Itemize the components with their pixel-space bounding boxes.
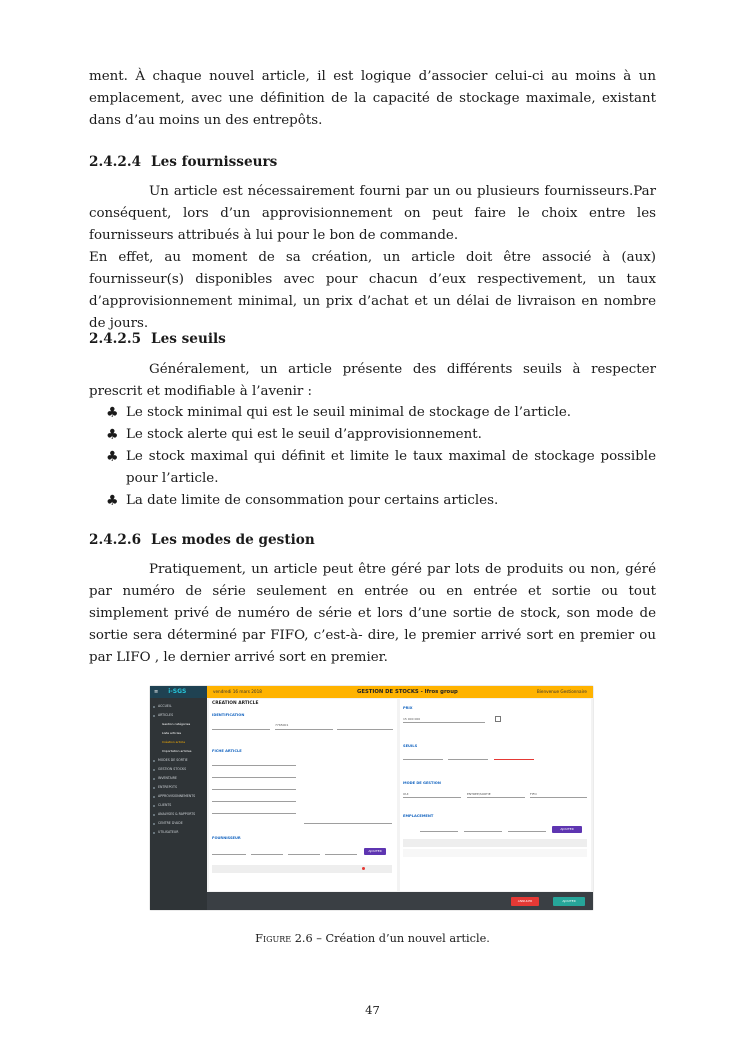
- sidebar-subitem[interactable]: Importation articles: [162, 749, 192, 753]
- section-fiche-article: FICHE ARTICLE: [212, 749, 242, 753]
- threshold-list: [89, 402, 656, 512]
- section-emplacement: EMPLACEMENT: [403, 814, 434, 818]
- paragraph: En effet, au moment de sa création, un article doit être associé à (aux) fournisseur(s) disponibles avec pour chacun d’eux respectivement, un taux d’approvisionnement minimal, un prix d’achat et un délai de livraison en nombre de jours.: [89, 250, 656, 331]
- section-number: 2.4.2.5: [89, 331, 142, 347]
- list-item: ♣ La date limite de consommation pour certains articles.: [89, 490, 656, 512]
- sidebar-item[interactable]: INVENTAIRE: [150, 774, 207, 783]
- section-number: 2.4.2.4: [89, 154, 142, 170]
- sidebar-item[interactable]: MODES DE SORTIE: [150, 756, 207, 765]
- section-title: Les fournisseurs: [151, 154, 278, 170]
- sidebar-item[interactable]: CLIENTS: [150, 801, 207, 810]
- figure-caption: [0, 932, 745, 945]
- form-panel-right: [400, 699, 591, 891]
- mode-sortie[interactable]: FIFO: [530, 792, 537, 796]
- sidebar-item[interactable]: GESTION STOCKS: [150, 765, 207, 774]
- header-user[interactable]: Bienvenue Gestionnaire: [536, 689, 587, 694]
- app-logo-bar: ≡ i-SGS: [150, 686, 207, 698]
- form-panel-left: [209, 699, 397, 891]
- paragraph: Généralement, un article présente des différents seuils à respecter prescrit et modifiable à l’avenir :: [89, 362, 656, 399]
- section-prix: PRIX: [403, 706, 413, 710]
- sidebar-subitem[interactable]: Gestion catégories: [162, 722, 191, 726]
- list-item: ♣ Le stock maximal qui définit et limite le taux maximal de stockage possible pour l’article.: [89, 446, 656, 490]
- page-number: 47: [365, 1003, 380, 1017]
- mode-serie[interactable]: ENTREE/SORTIE: [467, 792, 491, 796]
- section-heading-modes: [89, 529, 315, 551]
- list-item: ♣ Le stock minimal qui est le seuil minimal de stockage de l’article.: [89, 402, 656, 424]
- app-logo: i-SGS: [168, 688, 187, 695]
- intro-paragraph: ment. À chaque nouvel article, il est logique d’associer celui-ci au moins à un emplacement, avec une définition de la capacité de stockage maximale, existant dans d’au moins un des entrepôts.: [89, 69, 656, 128]
- app-footer: [207, 892, 593, 910]
- paragraph: Pratiquement, un article peut être géré par lots de produits ou non, géré par numéro de série seulement en entrée ou en entrée et sortie ou tout simplement privé de numéro de série et lors d’une sortie de stock, son mode de sortie sera déterminé par FIFO, c’est-à- dire, le premier arrivé sort en premier ou par LIFO , le dernier arrivé sort en premier.: [89, 562, 656, 665]
- submit-button[interactable]: AJOUTER: [553, 897, 585, 906]
- club-bullet-icon: ♣: [106, 449, 119, 465]
- club-bullet-icon: ♣: [106, 405, 119, 421]
- paragraph: Un article est nécessairement fourni par un ou plusieurs fournisseurs.Par conséquent, lors d’un approvisionnement on peut faire le choix entre les fournisseurs attribués à lui pour le bon de commande.: [89, 184, 656, 243]
- section-number: 2.4.2.6: [89, 532, 142, 548]
- app-sidebar: [150, 686, 207, 910]
- app-header: [207, 686, 593, 698]
- figure-screenshot: [150, 686, 593, 910]
- club-bullet-icon: ♣: [106, 493, 119, 509]
- header-title: GESTION DE STOCKS - Ifros group: [357, 689, 458, 695]
- club-bullet-icon: ♣: [106, 427, 119, 443]
- list-item: ♣ Le stock alerte qui est le seuil d’approvisionnement.: [89, 424, 656, 446]
- sidebar-item[interactable]: APPROVISIONNEMENTS: [150, 792, 207, 801]
- sidebar-item[interactable]: ANALYSES & RAPPORTS: [150, 810, 207, 819]
- add-location-button[interactable]: AJOUTER: [552, 826, 582, 833]
- section-title: Les seuils: [151, 331, 226, 347]
- prix-value[interactable]: 15 000 000: [403, 717, 421, 721]
- sidebar-item[interactable]: ACCUEIL: [150, 702, 207, 711]
- header-date: vendredi 16 mars 2018: [213, 689, 262, 694]
- section-mode-gestion: MODE DE GESTION: [403, 781, 441, 785]
- sidebar-item[interactable]: ENTREPOTS: [150, 783, 207, 792]
- section-heading-fournisseurs: [89, 151, 277, 173]
- code-article-value[interactable]: 7765001: [275, 723, 289, 727]
- caption-text: – Création d’un nouvel article.: [312, 932, 490, 945]
- sidebar-subitem-active[interactable]: Création article: [162, 740, 186, 744]
- page-title: CREATION ARTICLE: [212, 701, 259, 706]
- sidebar-item[interactable]: ARTICLES: [150, 711, 207, 720]
- section-heading-seuils: [89, 328, 226, 350]
- sidebar-subitem[interactable]: Liste articles: [162, 731, 182, 735]
- sidebar-item[interactable]: CENTRE D'AIDE: [150, 819, 207, 828]
- mode-lot[interactable]: OUI: [403, 792, 409, 796]
- sidebar-item[interactable]: UTILISATEUR: [150, 828, 207, 837]
- caption-label: Figure 2.6: [255, 932, 313, 945]
- section-seuils: SEUILS: [403, 744, 418, 748]
- section-title: Les modes de gestion: [151, 532, 315, 548]
- section-fournisseur: FOURNISSEUR: [212, 836, 241, 840]
- cancel-button[interactable]: ANNULER: [511, 897, 539, 906]
- add-supplier-button[interactable]: AJOUTER: [364, 848, 386, 855]
- section-identification: IDENTIFICATION: [212, 713, 245, 717]
